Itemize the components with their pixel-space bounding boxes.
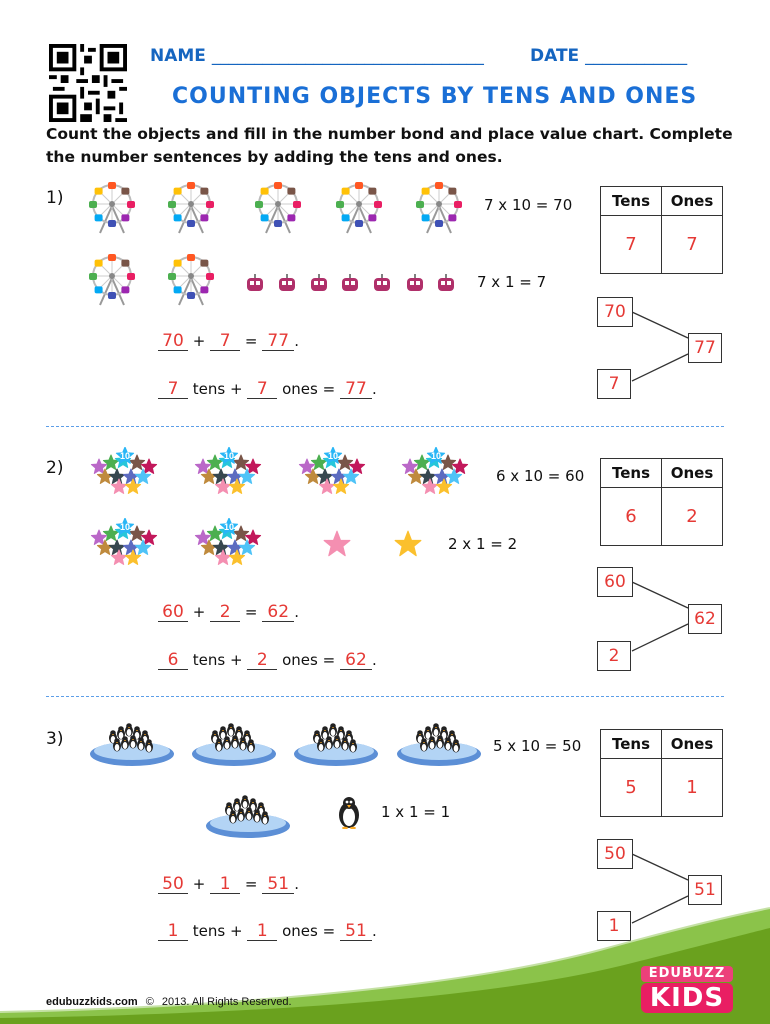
ferris-wheel-icon <box>252 178 304 234</box>
word-sentence: 7 tens + 7 ones = 77 . <box>158 380 377 399</box>
sum-a-blank[interactable]: 50 <box>158 875 188 894</box>
gondola-car-icon <box>437 274 455 292</box>
place-value-chart <box>600 458 723 546</box>
star-cluster-icon <box>89 447 165 499</box>
ones-word: ones = <box>282 380 336 398</box>
gondola-car-icon <box>373 274 391 292</box>
sum-total-blank[interactable]: 51 <box>262 875 294 894</box>
bond-total-box[interactable]: 62 <box>688 604 722 634</box>
bond-total-box[interactable]: 51 <box>688 875 722 905</box>
star-icon <box>323 530 351 558</box>
addition-sentence: 60 + 2 = 62 . <box>158 603 299 622</box>
ones-equation: 1 x 1 = 1 <box>381 803 451 821</box>
sum-a-blank[interactable]: 70 <box>158 332 188 351</box>
sum-total-blank[interactable]: 62 <box>262 603 294 622</box>
footer-copyright <box>46 996 292 1008</box>
tens-value[interactable]: 7 <box>625 234 637 255</box>
word-tens-blank[interactable]: 7 <box>158 380 188 399</box>
ones-header: Ones <box>662 187 722 216</box>
tens-word: tens + <box>192 922 243 940</box>
svg-text:10: 10 <box>327 451 339 461</box>
penguin-iceberg-icon <box>293 716 379 768</box>
date-line[interactable]: ____________ <box>585 46 688 66</box>
name-line[interactable]: ________________________________ <box>211 46 484 66</box>
word-ones-blank[interactable]: 2 <box>247 651 277 670</box>
tens-header: Tens <box>601 730 661 759</box>
edubuzz-kids-logo <box>641 966 733 1013</box>
tens-equation: 5 x 10 = 50 <box>493 737 582 755</box>
star-cluster-icon <box>193 518 269 570</box>
ferris-wheel-icon <box>165 250 217 306</box>
svg-text:10: 10 <box>119 522 131 532</box>
sum-b-blank[interactable]: 1 <box>210 875 240 894</box>
word-total-blank[interactable]: 77 <box>340 380 372 399</box>
svg-text:10: 10 <box>119 451 131 461</box>
bond-total-box[interactable]: 77 <box>688 333 722 363</box>
place-value-chart <box>600 186 723 274</box>
tens-value[interactable]: 5 <box>625 777 637 798</box>
logo-bottom: KIDS <box>641 983 733 1013</box>
svg-text:10: 10 <box>430 451 442 461</box>
sum-total-blank[interactable]: 77 <box>262 332 294 351</box>
tens-equation: 7 x 10 = 70 <box>484 196 573 214</box>
penguin-iceberg-icon <box>89 716 175 768</box>
tens-word: tens + <box>192 380 243 398</box>
gondola-car-icon <box>278 274 296 292</box>
tens-header: Tens <box>601 187 661 216</box>
star-icon <box>394 530 422 558</box>
page-title: COUNTING OBJECTS BY TENS AND ONES <box>172 84 698 109</box>
ones-word: ones = <box>282 651 336 669</box>
tens-value[interactable]: 6 <box>625 506 637 527</box>
svg-text:10: 10 <box>223 451 235 461</box>
ferris-wheel-icon <box>413 178 465 234</box>
copyright-symbol: © <box>145 996 154 1008</box>
bond-ones-box[interactable]: 7 <box>597 369 631 399</box>
sum-b-blank[interactable]: 2 <box>210 603 240 622</box>
star-cluster-icon <box>89 518 165 570</box>
ones-value[interactable]: 2 <box>686 506 698 527</box>
place-value-chart <box>600 729 723 817</box>
section-divider <box>46 696 724 697</box>
ones-equation: 7 x 1 = 7 <box>477 273 547 291</box>
penguin-icon <box>336 795 362 829</box>
gondola-car-icon <box>246 274 264 292</box>
tens-word: tens + <box>192 651 243 669</box>
ferris-wheel-icon <box>86 178 138 234</box>
ones-header: Ones <box>662 459 722 488</box>
gondola-car-icon <box>341 274 359 292</box>
penguin-iceberg-icon <box>396 716 482 768</box>
bond-tens-box[interactable]: 60 <box>597 567 633 597</box>
svg-text:10: 10 <box>223 522 235 532</box>
word-total-blank[interactable]: 51 <box>340 922 372 941</box>
word-ones-blank[interactable]: 7 <box>247 380 277 399</box>
addition-sentence: 50 + 1 = 51 . <box>158 875 299 894</box>
section-divider <box>46 426 724 427</box>
ferris-wheel-icon <box>333 178 385 234</box>
sum-b-blank[interactable]: 7 <box>210 332 240 351</box>
tens-equation: 6 x 10 = 60 <box>496 467 585 485</box>
penguin-iceberg-icon <box>205 788 291 840</box>
qr-code-icon <box>48 44 128 122</box>
ones-value[interactable]: 7 <box>686 234 698 255</box>
bond-tens-box[interactable]: 70 <box>597 297 633 327</box>
problem-3-label: 3) <box>46 729 64 749</box>
star-cluster-icon <box>297 447 373 499</box>
bond-ones-box[interactable]: 1 <box>597 911 631 941</box>
star-cluster-icon <box>400 447 476 499</box>
ones-header: Ones <box>662 730 722 759</box>
name-label: NAME ________________________________ <box>150 46 484 66</box>
ferris-wheel-icon <box>86 250 138 306</box>
word-sentence: 6 tens + 2 ones = 62 . <box>158 651 377 670</box>
gondola-car-icon <box>406 274 424 292</box>
ones-value[interactable]: 1 <box>686 777 698 798</box>
bond-tens-box[interactable]: 50 <box>597 839 633 869</box>
bond-ones-box[interactable]: 2 <box>597 641 631 671</box>
word-tens-blank[interactable]: 6 <box>158 651 188 670</box>
sum-a-blank[interactable]: 60 <box>158 603 188 622</box>
logo-top: EDUBUZZ <box>641 966 733 982</box>
problem-2-label: 2) <box>46 458 64 478</box>
word-sentence: 1 tens + 1 ones = 51 . <box>158 922 377 941</box>
footer-rights: 2013. All Rights Reserved. <box>161 996 292 1008</box>
addition-sentence: 70 + 7 = 77 . <box>158 332 299 351</box>
instructions: Count the objects and fill in the number bond and place value chart. Complete the number sentences by adding the tens and ones. <box>46 125 733 166</box>
problem-1-label: 1) <box>46 188 64 208</box>
ones-word: ones = <box>282 922 336 940</box>
gondola-car-icon <box>310 274 328 292</box>
date-label: DATE ____________ <box>530 46 688 66</box>
tens-header: Tens <box>601 459 661 488</box>
ones-equation: 2 x 1 = 2 <box>448 535 518 553</box>
word-tens-blank[interactable]: 1 <box>158 922 188 941</box>
word-ones-blank[interactable]: 1 <box>247 922 277 941</box>
footer-site[interactable]: edubuzzkids.com <box>46 996 138 1008</box>
star-cluster-icon <box>193 447 269 499</box>
word-total-blank[interactable]: 62 <box>340 651 372 670</box>
penguin-iceberg-icon <box>191 716 277 768</box>
ferris-wheel-icon <box>165 178 217 234</box>
